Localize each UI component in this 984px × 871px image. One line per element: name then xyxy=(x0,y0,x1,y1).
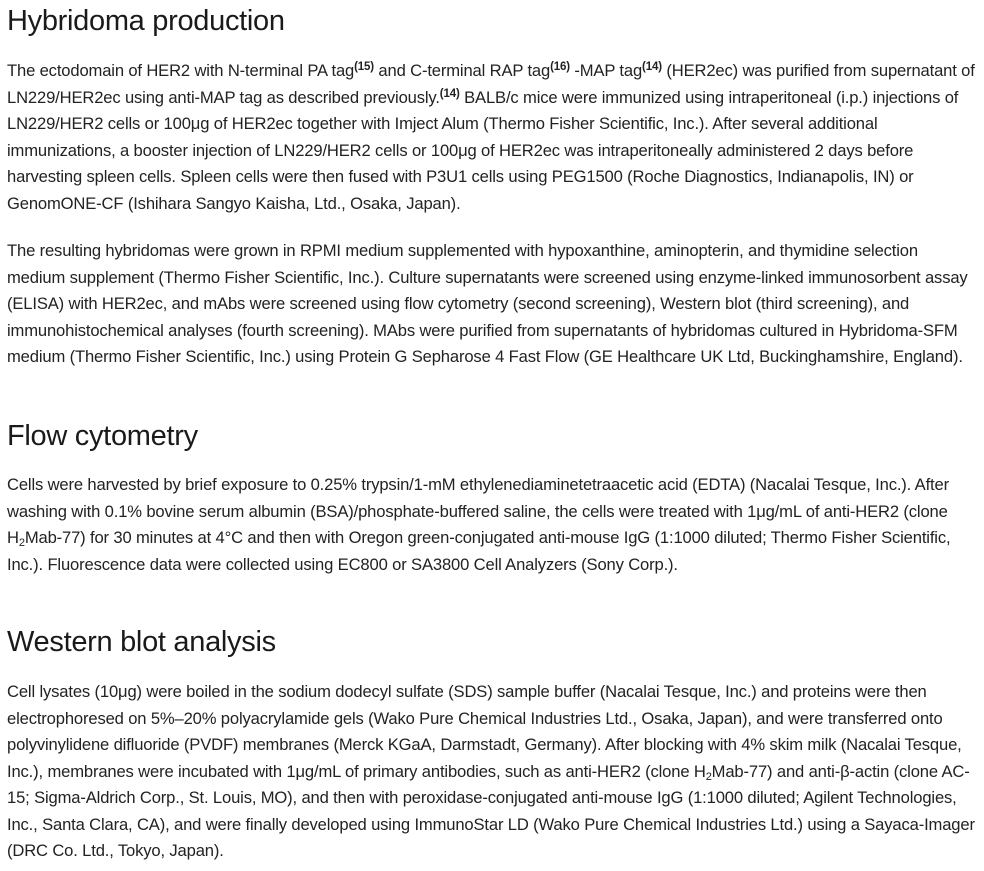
text-segment: (HER2ec) was purified from supernatant of LN229/HER2ec using anti-MAP tag as described previously. xyxy=(7,61,975,107)
text-segment: The ectodomain of HER2 with N-terminal PA tag xyxy=(7,61,355,80)
paragraph-hybridoma-immunization xyxy=(7,58,977,217)
subscript: 2 xyxy=(18,537,25,549)
text-segment: Mab-77) for 30 minutes at 4°C and then with Oregon green-conjugated anti-mouse IgG (1:1000 diluted; Thermo Fisher Scientific, Inc.). Fluorescence data were collected using EC800 or SA3800 Cell Analyzers (Sony Corp.). xyxy=(7,528,951,574)
citation-14[interactable]: (14) xyxy=(642,61,662,73)
subscript: 2 xyxy=(705,770,712,783)
paragraph-hybridoma-screening: The resulting hybridomas were grown in RPMI medium supplemented with hypoxanthine, aminopterin, and thymidine selection medium supplement (Thermo Fisher Scientific, Inc.). Culture supernatants were screened using enzyme-linked immunosorbent assay (ELISA) with HER2ec, and mAbs were screened using flow cytometry (second screening), Western blot (third screening), and immunohistochemical analyses (fourth screening). MAbs were purified from supernatants of hybridomas cultured in Hybridoma-SFM medium (Thermo Fisher Scientific, Inc.) using Protein G Sepharose 4 Fast Flow (GE Healthcare UK Ltd, Buckinghamshire, England). xyxy=(7,241,968,366)
text-segment: Mab-77) and anti-β-actin (clone AC-15; Sigma-Aldrich Corp., St. Louis, MO), and then with peroxidase-conjugated anti-mouse IgG (1:1000 diluted; Agilent Technologies, Inc., Santa Clara, CA), and were finally developed using ImmunoStar LD (Wako Pure Chemical Industries Ltd.) using a Sayaca-Imager (DRC Co. Ltd., Tokyo, Japan). xyxy=(7,761,975,860)
citation-16[interactable]: (16) xyxy=(550,61,570,73)
citation-15[interactable]: (15) xyxy=(354,61,374,73)
text-segment: and C-terminal RAP tag xyxy=(373,61,551,80)
text-segment: -MAP tag xyxy=(569,61,643,80)
citation-14[interactable]: (14) xyxy=(439,87,460,100)
section-title-flow-cytometry: Flow cytometry xyxy=(7,420,198,452)
section-title-hybridoma-production: Hybridoma production xyxy=(7,5,285,37)
paragraph-western-blot xyxy=(7,679,977,865)
text-segment: BALB/c mice were immunized using intraperitoneal (i.p.) injections of LN229/HER2 cells or 100μg of HER2ec together with Imject Alum (Thermo Fisher Scientific, Inc.). After several additional immunizations, a booster injection of LN229/HER2 cells or 100μg of HER2ec was intraperitoneally administered 2 days before harvesting spleen cells. Spleen cells were then fused with P3U1 cells using PEG1500 (Roche Diagnostics, Indianapolis, IN) or GenomONE-CF (Ishihara Sangyo Kaisha, Ltd., Osaka, Japan). xyxy=(7,87,959,213)
text-segment: Cells were harvested by brief exposure to 0.25% trypsin/1-mM ethylenediaminetetraacetic acid (EDTA) (Nacalai Tesque, Inc.). After washing with 0.1% bovine serum albumin (BSA)/phosphate-buffered saline, the cells were treated with 1μg/mL of anti-HER2 (clone H xyxy=(7,475,949,547)
paragraph-flow-cytometry xyxy=(7,472,977,578)
text-segment: Cell lysates (10μg) were boiled in the sodium dodecyl sulfate (SDS) sample buffer (Nacalai Tesque, Inc.) and proteins were then electrophoresed on 5%–20% polyacrylamide gels (Wako Pure Chemical Industries Ltd., Osaka, Japan), and were transferred onto polyvinylidene difluoride (PVDF) membranes (Merck KGaA, Darmstadt, Germany). After blocking with 4% skim milk (Nacalai Tesque, Inc.), membranes were incubated with 1μg/mL of primary antibodies, such as anti-HER2 (clone H xyxy=(7,682,962,781)
section-title-western-blot-analysis: Western blot analysis xyxy=(7,626,276,658)
